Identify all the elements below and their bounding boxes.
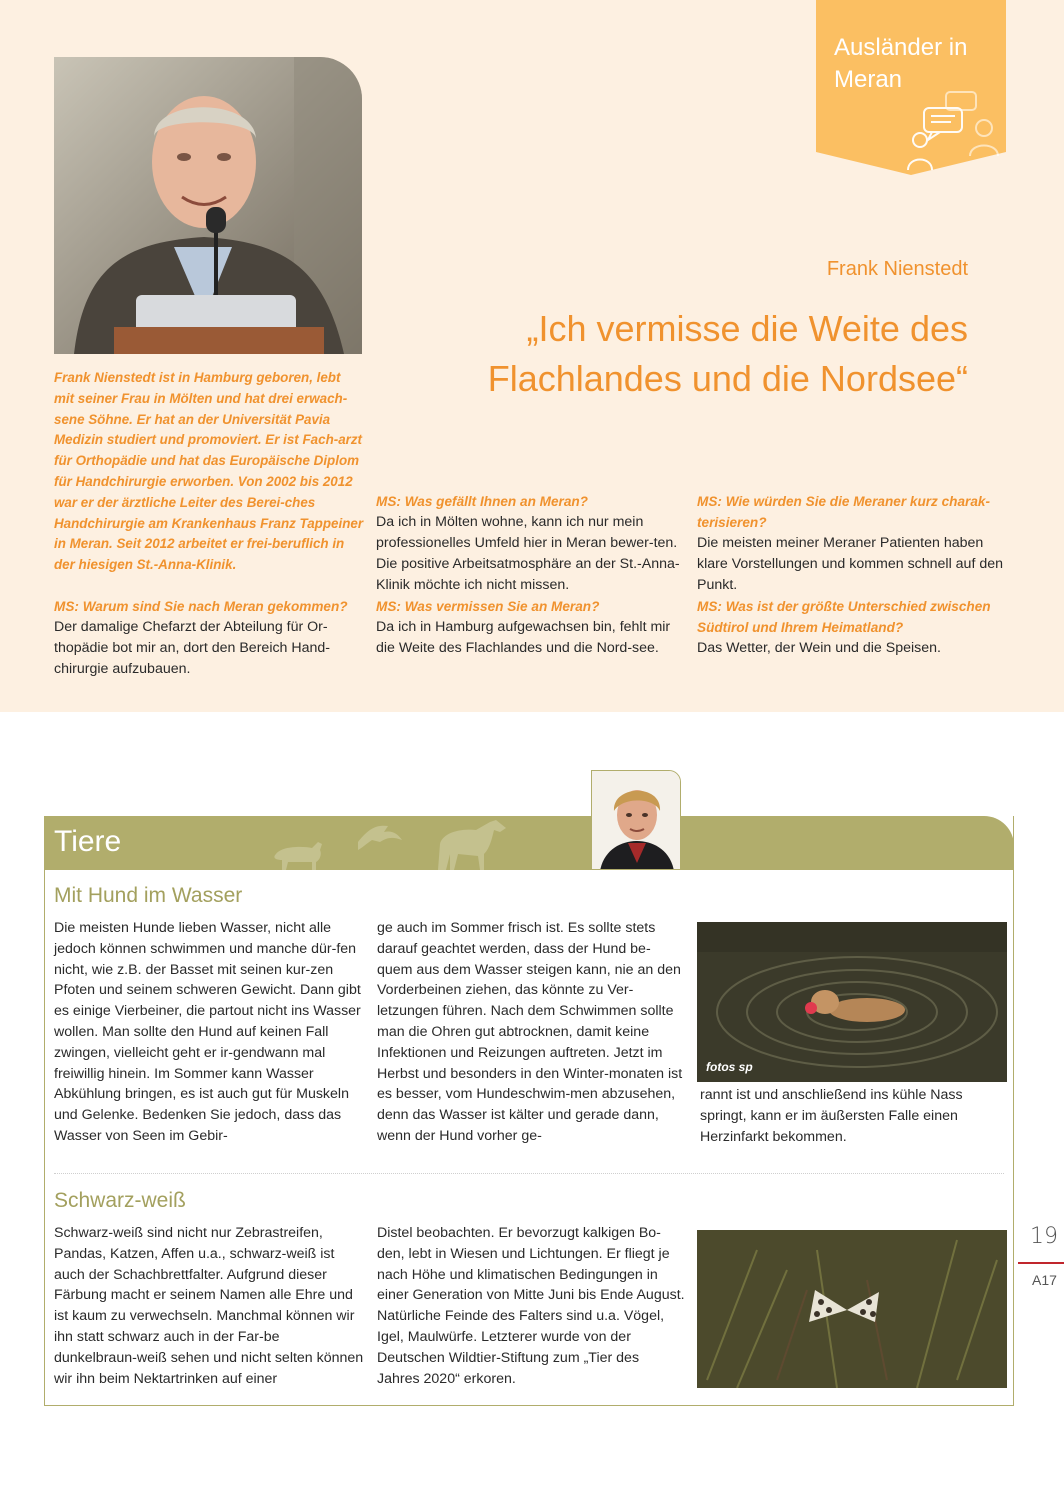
article-title: Schwarz-weiß	[54, 1189, 186, 1212]
answer: Das Wetter, der Wein und die Speisen.	[697, 640, 941, 656]
answer: Da ich in Hamburg aufgewachsen bin, fehlt mir die Weite des Flachlandes und die Nord-see.	[376, 619, 671, 656]
answer: Der damalige Chefarzt der Abteilung für Or-thopädie bot mir an, dort den Bereich Hand-chirurgie aufzubauen.	[54, 619, 331, 677]
photo-credit: fotos sp	[706, 1060, 753, 1074]
tiere-header-bar	[44, 816, 1014, 870]
swimming-dog-photo	[697, 922, 1007, 1082]
page-code: A17	[1032, 1272, 1057, 1288]
article-text-col2: ge auch im Sommer frisch ist. Es sollte stets darauf geachtet werden, dass der Hund be-quem aus dem Wasser steigen kann, nie an den Vorderbeinen ziehen, das könnte zu Ver-letzungen führen. Nach dem Schwimmen sollte man die Ohren gut abtrocknen, damit keine Infektionen und Reizungen auftreten. Jetzt im Herbst und besonders in den Winter-monaten ist es besser, vom Hundeschwim-men abzusehen, denn das Wasser ist kälter und gerade dann, wenn der Hund vorher ge-	[377, 920, 683, 1144]
qa-column-2	[376, 491, 682, 659]
section-banner	[816, 0, 1006, 175]
animal-silhouettes-icon	[262, 814, 522, 872]
article-divider	[54, 1173, 1004, 1174]
interview-section	[0, 0, 1064, 712]
page-number: 19	[1030, 1224, 1058, 1249]
article-text-col3: rannt ist und anschließend ins kühle Nass springt, kann er im äußersten Falle einen Herzinfarkt bekommen.	[700, 1087, 963, 1145]
question: MS: Was ist der größte Unterschied zwischen Südtirol und Ihrem Heimatland?	[697, 599, 991, 635]
answer: Die meisten meiner Meraner Patienten haben klare Vorstellungen und kommen schnell auf den Punkt.	[697, 535, 1004, 593]
interviewee-name: Frank Nienstedt	[826, 258, 968, 280]
portrait-photo	[54, 57, 362, 354]
banner-title: Ausländer in Meran	[834, 34, 968, 93]
portrait-caption: Frank Nienstedt ist in Hamburg geboren, lebt mit seiner Frau in Mölten und hat drei erwach-sene Söhne. Er hat an der Universität Pavia Medizin studiert und promoviert. Er ist Fach-arzt für Orthopädie und hat das Europäische Diplom für Handchirurgie erworben. Von 2002 bis 2012 war er der ärztliche Leiter des Berei-ches Handchirurgie am Krankenhaus Franz Tappeiner in Meran. Seit 2012 arbeitet er frei-beruflich in der hiesigen St.-Anna-Klinik.	[54, 370, 364, 573]
author-photo	[591, 770, 681, 870]
question: MS: Warum sind Sie nach Meran gekommen?	[54, 599, 348, 614]
headline-quote: „Ich vermisse die Weite des Flachlandes und die Nordsee“	[487, 308, 968, 399]
section-title: Tiere	[54, 825, 122, 858]
qa-column-3	[697, 491, 1009, 659]
butterfly-photo	[697, 1230, 1007, 1388]
answer: Da ich in Mölten wohne, kann ich nur mein professionelles Umfeld hier in Meran bewer-ten. Die positive Arbeitsatmosphäre an der St.-Anna-Klinik möchte ich nicht missen.	[376, 514, 680, 593]
page-rule	[1018, 1262, 1064, 1264]
article-title: Mit Hund im Wasser	[54, 884, 243, 907]
article-text-col2: Distel beobachten. Er bevorzugt kalkigen Bo-den, lebt in Wiesen und Lichtungen. Er fliegt je nach Höhe und klimatischen Bedingungen in einer Generation von Mitte Juni bis Ende August. Natürliche Feinde des Falters sind u.a. Vögel, Igel, Maulwürfe. Letzterer wurde von der Deutschen Wildtier-Stiftung zum „Tier des Jahres 2020“ erkoren.	[377, 1225, 685, 1387]
article-text-col1: Die meisten Hunde lieben Wasser, nicht alle jedoch können schwimmen und manche dür-fen nicht, wie z.B. der Basset mit seinen kur-zen Pfoten und seinem schweren Gewicht. Dann gibt es einige Vierbeiner, die partout nicht ins Wasser wollen. Man sollte den Hund auf keinen Fall zwingen, vielleicht geht er ir-gendwann mal freiwillig hinein. Im Sommer kann Wasser Abkühlung bringen, es ist auch gut für Muskeln und Gelenke. Bedenken Sie jedoch, dass das Wasser von Seen im Gebir-	[54, 920, 361, 1144]
question: MS: Was vermissen Sie an Meran?	[376, 599, 600, 614]
question: MS: Was gefällt Ihnen an Meran?	[376, 494, 588, 509]
question: MS: Wie würden Sie die Meraner kurz charak-terisieren?	[697, 494, 990, 530]
qa-column-1	[54, 596, 364, 680]
article-text-col1: Schwarz-weiß sind nicht nur Zebrastreifen, Pandas, Katzen, Affen u.a., schwarz-weiß ist auch der Schachbrettfalter. Aufgrund dieser Färbung macht er seinem Namen alle Ehre und ist kaum zu verwechseln. Manchmal können wir ihn statt schwarz auch in der Far-be dunkelbraun-weiß sehen und nicht selten können wir ihn beim Nektartrinken auf einer	[54, 1225, 364, 1387]
